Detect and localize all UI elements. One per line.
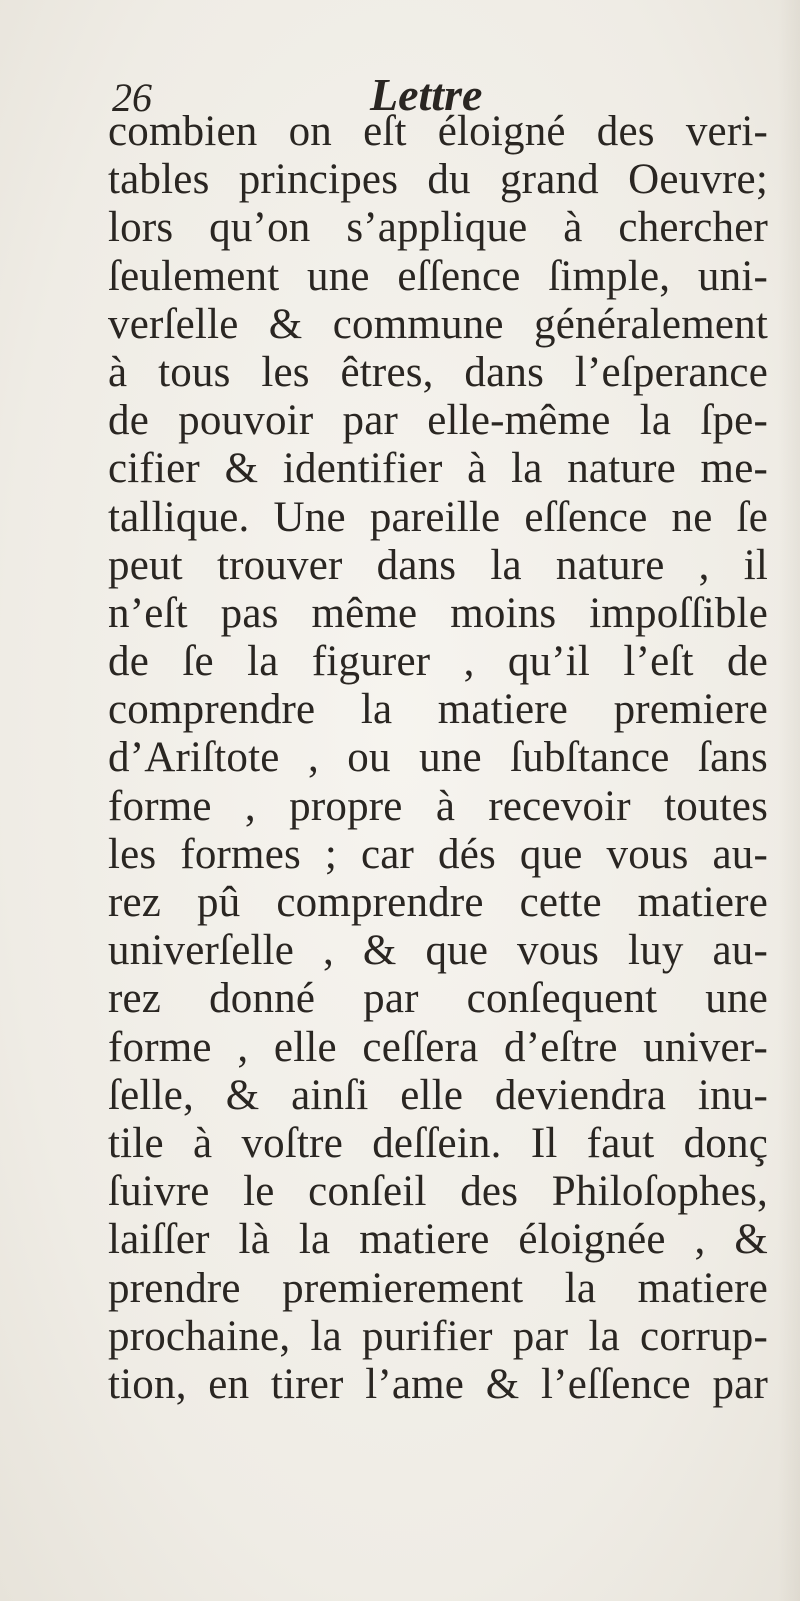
body-text xyxy=(108,108,768,1409)
text-line: ſuivre le conſeil des Philoſophes, xyxy=(108,1168,768,1216)
text-line: forme , elle ceſſera d’eſtre univer- xyxy=(108,1023,768,1071)
text-line: les formes ; car dés que vous au- xyxy=(108,830,768,878)
text-line: univerſelle , & que vous luy au- xyxy=(108,927,768,975)
text-line: peut trouver dans la nature , il xyxy=(108,541,768,589)
text-line: laiſſer là la matiere éloignée , & xyxy=(108,1216,768,1264)
text-line: tables principes du grand Oeuvre; xyxy=(108,156,768,204)
text-line: de ſe la figurer , qu’il l’eſt de xyxy=(108,638,768,686)
text-line: rez pû comprendre cette matiere xyxy=(108,879,768,926)
text-line: combien on eſt éloigné des veri- xyxy=(108,108,768,155)
text-line: lors qu’on s’applique à chercher xyxy=(108,204,768,252)
text-line: ſeulement une eſſence ſimple, uni- xyxy=(108,252,768,300)
text-line: d’Ariſtote , ou une ſubſtance ſans xyxy=(108,734,768,782)
text-line: prendre premierement la matiere xyxy=(108,1264,768,1312)
text-line: verſelle & commune généralement xyxy=(108,300,768,348)
text-line: comprendre la matiere premiere xyxy=(108,686,768,734)
text-line: ſelle, & ainſi elle deviendra inu- xyxy=(108,1071,768,1119)
text-line: n’eſt pas même moins impoſſible xyxy=(108,589,768,637)
text-line: tile à voſtre deſſein. Il faut donç xyxy=(108,1119,768,1167)
running-head: Lettre xyxy=(370,69,483,120)
text-line: rez donné par conſequent une xyxy=(108,975,768,1023)
text-line: forme , propre à recevoir toutes xyxy=(108,782,768,830)
text-line: tallique. Une pareille eſſence ne ſe xyxy=(108,493,768,541)
text-line: à tous les êtres, dans l’eſperance xyxy=(108,348,768,396)
text-line: cifier & identifier à la nature me- xyxy=(108,445,768,493)
paper-edge-shadow xyxy=(778,0,800,1601)
text-line: prochaine, la purifier par la corrup- xyxy=(108,1312,768,1360)
page-number: 26 xyxy=(112,75,152,120)
text-line: de pouvoir par elle-même la ſpe- xyxy=(108,397,768,445)
text-line: tion, en tirer l’ame & l’eſſence par xyxy=(108,1360,768,1408)
